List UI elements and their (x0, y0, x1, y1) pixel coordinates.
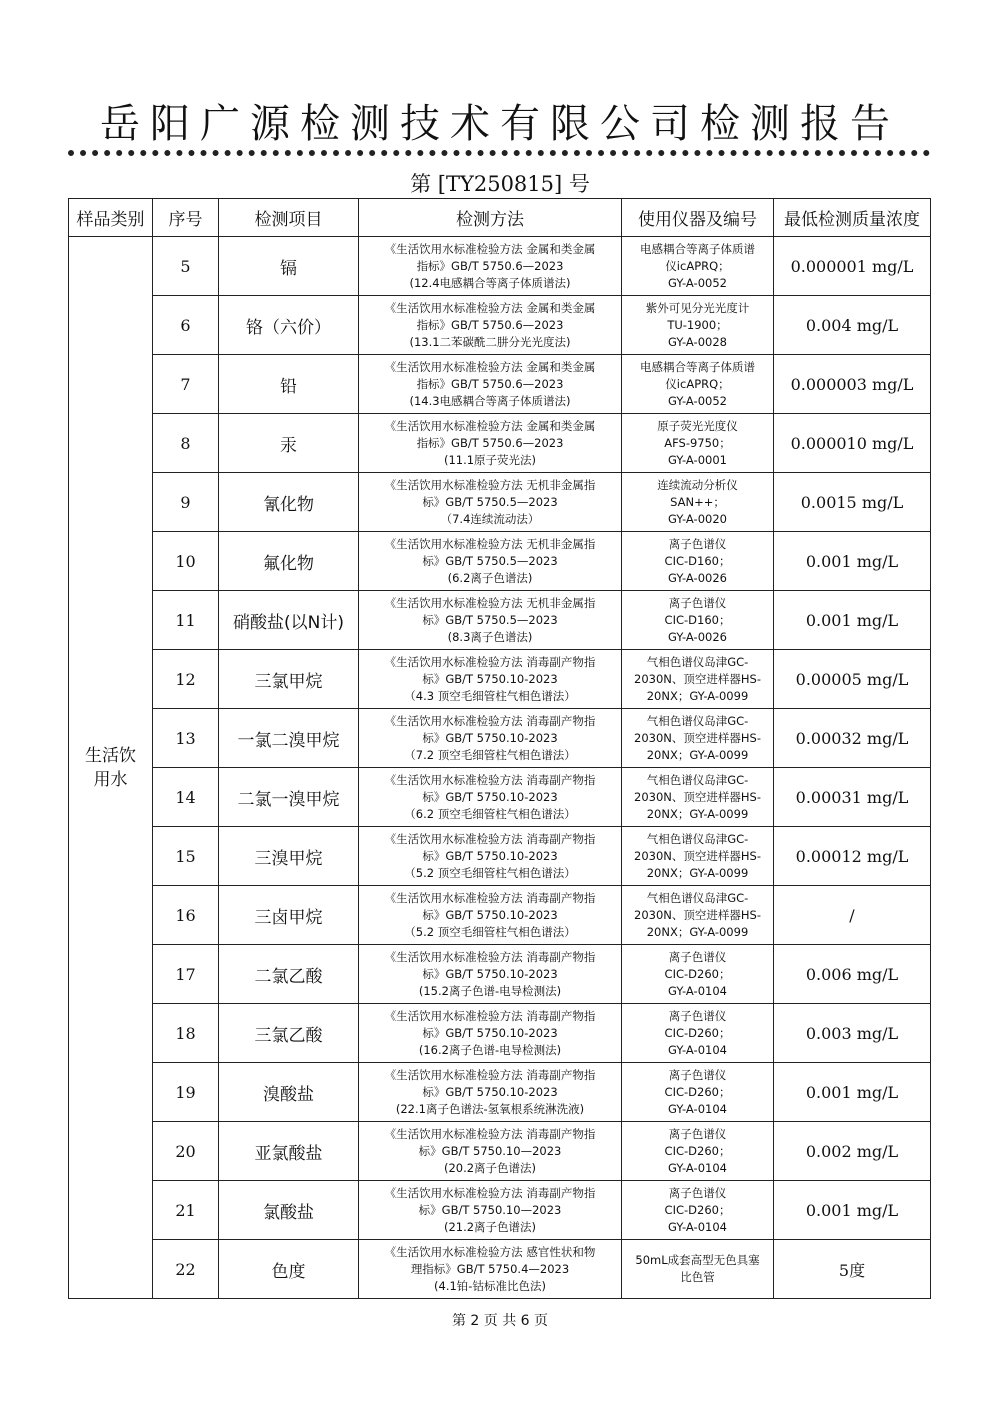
instrument-line: 原子荧光光度仪 (657, 418, 738, 433)
instrument-line: CIC-D260； (664, 1084, 731, 1099)
test-item-cell: 三氯乙酸 (219, 1004, 359, 1063)
table-row (69, 945, 931, 1004)
seq-cell: 17 (153, 945, 219, 1004)
test-method-cell (359, 473, 622, 532)
test-method-cell (359, 296, 622, 355)
instrument-line: 离子色谱仪 (668, 1008, 727, 1023)
test-method-cell (359, 886, 622, 945)
page-number: 第 2 页 共 6 页 (451, 1313, 549, 1329)
instrument-cell (622, 827, 774, 886)
test-method-line: (13.1二苯碳酰二肼分光光度法) (409, 334, 571, 349)
test-method-line: (8.3离子色谱法) (447, 629, 533, 644)
test-item-cell: 镉 (219, 237, 359, 296)
min-concentration-cell: 0.000003 mg/L (774, 355, 931, 414)
instrument-line: CIC-D260； (664, 1202, 731, 1217)
instrument-line: TU-1900； (667, 317, 728, 332)
instrument-line: GY-A-0052 (668, 275, 727, 290)
column-header-sample-category: 样品类别 (69, 199, 153, 237)
test-method-line: 指标》GB/T 5750.6—2023 (416, 376, 564, 391)
instrument-line: 连续流动分析仪 (657, 477, 738, 492)
seq-cell: 20 (153, 1122, 219, 1181)
seq-cell: 18 (153, 1004, 219, 1063)
instrument-line: 气相色谱仪岛津GC- (646, 890, 749, 905)
instrument-line: 20NX；GY-A-0099 (646, 747, 749, 762)
seq-cell: 11 (153, 591, 219, 650)
min-concentration-cell: 0.00031 mg/L (774, 768, 931, 827)
test-method-line: 标》GB/T 5750.10—2023 (418, 1143, 562, 1158)
seq-cell: 19 (153, 1063, 219, 1122)
test-method-line: (4.1铂-钴标准比色法) (434, 1278, 546, 1293)
test-item-cell: 三卤甲烷 (219, 886, 359, 945)
table-row (69, 591, 931, 650)
test-method-line: 标》GB/T 5750.10-2023 (422, 907, 558, 922)
instrument-cell (622, 355, 774, 414)
test-item-cell: 氯酸盐 (219, 1181, 359, 1240)
table-row (69, 768, 931, 827)
min-concentration-cell: 0.006 mg/L (774, 945, 931, 1004)
test-method-line: (21.2离子色谱法) (443, 1219, 537, 1234)
instrument-cell (622, 296, 774, 355)
instrument-line: AFS-9750； (664, 435, 731, 450)
test-method-line: 指标》GB/T 5750.6—2023 (416, 317, 564, 332)
test-item-cell: 铬（六价） (219, 296, 359, 355)
test-method-line: （7.4连续流动法） (440, 511, 540, 526)
table-header-row (69, 199, 931, 237)
instrument-line: 仪icAPRQ； (665, 258, 730, 273)
instrument-cell (622, 532, 774, 591)
instrument-line: GY-A-0001 (668, 452, 727, 467)
instrument-line: GY-A-0052 (668, 393, 727, 408)
instrument-line: GY-A-0028 (668, 334, 727, 349)
instrument-cell (622, 650, 774, 709)
test-method-line: (11.1原子荧光法) (443, 452, 537, 467)
instrument-line: 离子色谱仪 (668, 1126, 727, 1141)
instrument-cell (622, 1063, 774, 1122)
test-method-line: 《生活饮用水标准检验方法 金属和类金属 (384, 418, 596, 433)
instrument-line: 离子色谱仪 (668, 595, 727, 610)
table-row (69, 414, 931, 473)
test-method-line: 标》GB/T 5750.10-2023 (422, 1025, 558, 1040)
instrument-cell (622, 886, 774, 945)
test-method-line: 标》GB/T 5750.10—2023 (418, 1202, 562, 1217)
table-row (69, 473, 931, 532)
min-concentration-cell: 0.00032 mg/L (774, 709, 931, 768)
test-method-line: 《生活饮用水标准检验方法 金属和类金属 (384, 241, 596, 256)
report-number: 第 [TY250815] 号 (410, 172, 590, 196)
instrument-line: GY-A-0026 (668, 570, 727, 585)
table-row (69, 827, 931, 886)
instrument-cell (622, 1122, 774, 1181)
test-method-line: 《生活饮用水标准检验方法 消毒副产物指 (384, 1067, 596, 1082)
instrument-cell (622, 237, 774, 296)
test-method-line: 《生活饮用水标准检验方法 感官性状和物 (384, 1244, 596, 1259)
instrument-line: 气相色谱仪岛津GC- (646, 772, 749, 787)
test-item-cell: 三溴甲烷 (219, 827, 359, 886)
test-method-cell (359, 355, 622, 414)
test-method-line: 《生活饮用水标准检验方法 消毒副产物指 (384, 1185, 596, 1200)
test-method-line: (22.1离子色谱法-氢氧根系统淋洗液) (395, 1101, 585, 1116)
table-row (69, 237, 931, 296)
sample-category-cell: 生活饮用水 (69, 237, 153, 1299)
test-method-line: 《生活饮用水标准检验方法 无机非金属指 (384, 477, 596, 492)
test-method-cell (359, 1122, 622, 1181)
test-item-cell: 溴酸盐 (219, 1063, 359, 1122)
test-method-cell (359, 1181, 622, 1240)
seq-cell: 12 (153, 650, 219, 709)
table-row (69, 1122, 931, 1181)
instrument-cell (622, 473, 774, 532)
seq-cell: 14 (153, 768, 219, 827)
test-item-cell: 硝酸盐(以N计) (219, 591, 359, 650)
min-concentration-cell: / (774, 886, 931, 945)
column-header-method: 检测方法 (359, 199, 622, 237)
instrument-cell (622, 768, 774, 827)
table-row (69, 532, 931, 591)
instrument-line: 50mL成套高型无色具塞 (635, 1253, 760, 1267)
column-header-instrument: 使用仪器及编号 (622, 199, 774, 237)
test-method-line: 《生活饮用水标准检验方法 消毒副产物指 (384, 772, 596, 787)
table-row (69, 1063, 931, 1122)
table-row (69, 709, 931, 768)
test-method-cell (359, 1063, 622, 1122)
test-method-cell (359, 768, 622, 827)
test-method-line: 指标》GB/T 5750.6—2023 (416, 258, 564, 273)
test-method-cell (359, 532, 622, 591)
test-method-line: （5.2 顶空毛细管柱气相色谱法） (404, 924, 576, 939)
min-concentration-cell: 0.000001 mg/L (774, 237, 931, 296)
column-header-item: 检测项目 (219, 199, 359, 237)
instrument-cell (622, 591, 774, 650)
test-method-line: 标》GB/T 5750.10-2023 (422, 671, 558, 686)
instrument-line: 气相色谱仪岛津GC- (646, 831, 749, 846)
test-method-line: (16.2离子色谱-电导检测法) (418, 1042, 562, 1057)
seq-cell: 21 (153, 1181, 219, 1240)
seq-cell: 16 (153, 886, 219, 945)
test-method-line: 理指标》GB/T 5750.4—2023 (410, 1261, 570, 1276)
test-method-line: 标》GB/T 5750.5—2023 (422, 553, 558, 568)
table-body (69, 237, 931, 1299)
test-method-cell (359, 237, 622, 296)
test-method-line: 标》GB/T 5750.10-2023 (422, 730, 558, 745)
instrument-line: GY-A-0104 (668, 983, 727, 998)
instrument-line: 20NX；GY-A-0099 (646, 688, 749, 703)
instrument-line: CIC-D160； (664, 553, 731, 568)
test-method-line: 指标》GB/T 5750.6—2023 (416, 435, 564, 450)
seq-cell: 7 (153, 355, 219, 414)
min-concentration-cell: 5度 (774, 1240, 931, 1299)
test-method-line: (12.4电感耦合等离子体质谱法) (409, 275, 571, 290)
instrument-line: GY-A-0104 (668, 1219, 727, 1234)
instrument-line: 2030N、顶空进样器HS- (634, 789, 761, 804)
min-concentration-cell: 0.001 mg/L (774, 532, 931, 591)
test-method-line: 《生活饮用水标准检验方法 消毒副产物指 (384, 1008, 596, 1023)
test-method-cell (359, 414, 622, 473)
test-method-cell (359, 591, 622, 650)
table-row (69, 1004, 931, 1063)
test-item-cell: 二氯乙酸 (219, 945, 359, 1004)
test-method-line: 标》GB/T 5750.10-2023 (422, 848, 558, 863)
instrument-line: GY-A-0104 (668, 1042, 727, 1057)
test-method-line: (14.3电感耦合等离子体质谱法) (409, 393, 571, 408)
test-method-line: (15.2离子色谱-电导检测法) (418, 983, 562, 998)
min-concentration-cell: 0.002 mg/L (774, 1122, 931, 1181)
instrument-line: CIC-D260； (664, 1143, 731, 1158)
test-method-line: (6.2离子色谱法) (447, 570, 533, 585)
min-concentration-cell: 0.003 mg/L (774, 1004, 931, 1063)
instrument-line: 气相色谱仪岛津GC- (646, 713, 749, 728)
seq-cell: 10 (153, 532, 219, 591)
test-method-line: 《生活饮用水标准检验方法 消毒副产物指 (384, 949, 596, 964)
test-method-line: 《生活饮用水标准检验方法 无机非金属指 (384, 595, 596, 610)
instrument-line: 20NX；GY-A-0099 (646, 924, 749, 939)
seq-cell: 22 (153, 1240, 219, 1299)
instrument-line: GY-A-0104 (668, 1160, 727, 1175)
instrument-line: CIC-D260； (664, 966, 731, 981)
instrument-line: GY-A-0104 (668, 1101, 727, 1116)
test-item-cell: 亚氯酸盐 (219, 1122, 359, 1181)
table-row (69, 296, 931, 355)
instrument-cell (622, 1004, 774, 1063)
instrument-line: 离子色谱仪 (668, 949, 727, 964)
min-concentration-cell: 0.00005 mg/L (774, 650, 931, 709)
test-method-cell (359, 827, 622, 886)
test-item-cell: 一氯二溴甲烷 (219, 709, 359, 768)
test-method-cell (359, 945, 622, 1004)
instrument-cell (622, 414, 774, 473)
min-concentration-cell: 0.001 mg/L (774, 1063, 931, 1122)
test-method-cell (359, 709, 622, 768)
instrument-line: 气相色谱仪岛津GC- (646, 654, 749, 669)
test-item-cell: 铅 (219, 355, 359, 414)
test-method-line: 《生活饮用水标准检验方法 金属和类金属 (384, 359, 596, 374)
instrument-cell (622, 1181, 774, 1240)
instrument-cell (622, 945, 774, 1004)
instrument-line: 离子色谱仪 (668, 536, 727, 551)
test-item-cell: 汞 (219, 414, 359, 473)
table-row (69, 886, 931, 945)
min-concentration-cell: 0.000010 mg/L (774, 414, 931, 473)
test-method-line: （6.2 顶空毛细管柱气相色谱法） (404, 806, 576, 821)
test-method-line: 《生活饮用水标准检验方法 消毒副产物指 (384, 831, 596, 846)
min-concentration-cell: 0.004 mg/L (774, 296, 931, 355)
min-concentration-cell: 0.001 mg/L (774, 1181, 931, 1240)
instrument-line: 2030N、顶空进样器HS- (634, 671, 761, 686)
test-method-line: 《生活饮用水标准检验方法 消毒副产物指 (384, 713, 596, 728)
column-header-seq: 序号 (153, 199, 219, 237)
test-item-cell: 氟化物 (219, 532, 359, 591)
test-method-line: (20.2离子色谱法) (443, 1160, 537, 1175)
test-method-table (68, 198, 931, 1299)
test-method-cell (359, 1240, 622, 1299)
instrument-line: 比色管 (680, 1270, 715, 1284)
min-concentration-cell: 0.0015 mg/L (774, 473, 931, 532)
test-item-cell: 色度 (219, 1240, 359, 1299)
instrument-line: 电感耦合等离子体质谱 (640, 241, 755, 256)
instrument-line: 20NX；GY-A-0099 (646, 806, 749, 821)
seq-cell: 6 (153, 296, 219, 355)
seq-cell: 5 (153, 237, 219, 296)
test-method-line: 标》GB/T 5750.10-2023 (422, 789, 558, 804)
instrument-line: GY-A-0026 (668, 629, 727, 644)
dotted-divider (68, 150, 930, 156)
seq-cell: 8 (153, 414, 219, 473)
test-item-cell: 三氯甲烷 (219, 650, 359, 709)
test-method-line: 标》GB/T 5750.5—2023 (422, 612, 558, 627)
instrument-line: 电感耦合等离子体质谱 (640, 359, 755, 374)
test-method-cell (359, 1004, 622, 1063)
test-method-line: 《生活饮用水标准检验方法 消毒副产物指 (384, 1126, 596, 1141)
instrument-line: GY-A-0020 (668, 511, 727, 526)
table-row (69, 355, 931, 414)
test-method-line: 《生活饮用水标准检验方法 无机非金属指 (384, 536, 596, 551)
test-method-line: 《生活饮用水标准检验方法 消毒副产物指 (384, 654, 596, 669)
table-row (69, 1240, 931, 1299)
instrument-line: CIC-D260； (664, 1025, 731, 1040)
min-concentration-cell: 0.00012 mg/L (774, 827, 931, 886)
company-report-title: 岳阳广源检测技术有限公司检测报告 (100, 101, 900, 147)
instrument-line: 2030N、顶空进样器HS- (634, 730, 761, 745)
table-row (69, 650, 931, 709)
min-concentration-cell: 0.001 mg/L (774, 591, 931, 650)
instrument-line: 仪icAPRQ； (665, 376, 730, 391)
test-method-line: 标》GB/T 5750.10-2023 (422, 1084, 558, 1099)
test-method-line: （4.3 顶空毛细管柱气相色谱法） (404, 688, 576, 703)
test-item-cell: 氰化物 (219, 473, 359, 532)
seq-cell: 13 (153, 709, 219, 768)
test-method-line: 《生活饮用水标准检验方法 金属和类金属 (384, 300, 596, 315)
test-method-line: （7.2 顶空毛细管柱气相色谱法） (404, 747, 576, 762)
instrument-cell (622, 709, 774, 768)
seq-cell: 9 (153, 473, 219, 532)
test-method-line: 标》GB/T 5750.5—2023 (422, 494, 558, 509)
test-method-line: （5.2 顶空毛细管柱气相色谱法） (404, 865, 576, 880)
test-item-cell: 二氯一溴甲烷 (219, 768, 359, 827)
instrument-line: 紫外可见分光光度计 (645, 300, 750, 315)
table-row (69, 1181, 931, 1240)
seq-cell: 15 (153, 827, 219, 886)
test-method-cell (359, 650, 622, 709)
column-header-min-concentration: 最低检测质量浓度 (774, 199, 931, 237)
instrument-line: 2030N、顶空进样器HS- (634, 907, 761, 922)
instrument-line: 离子色谱仪 (668, 1185, 727, 1200)
instrument-cell (622, 1240, 774, 1299)
test-method-line: 《生活饮用水标准检验方法 消毒副产物指 (384, 890, 596, 905)
instrument-line: 离子色谱仪 (668, 1067, 727, 1082)
instrument-line: CIC-D160； (664, 612, 731, 627)
instrument-line: 20NX；GY-A-0099 (646, 865, 749, 880)
instrument-line: SAN++； (670, 494, 725, 509)
test-method-line: 标》GB/T 5750.10-2023 (422, 966, 558, 981)
instrument-line: 2030N、顶空进样器HS- (634, 848, 761, 863)
